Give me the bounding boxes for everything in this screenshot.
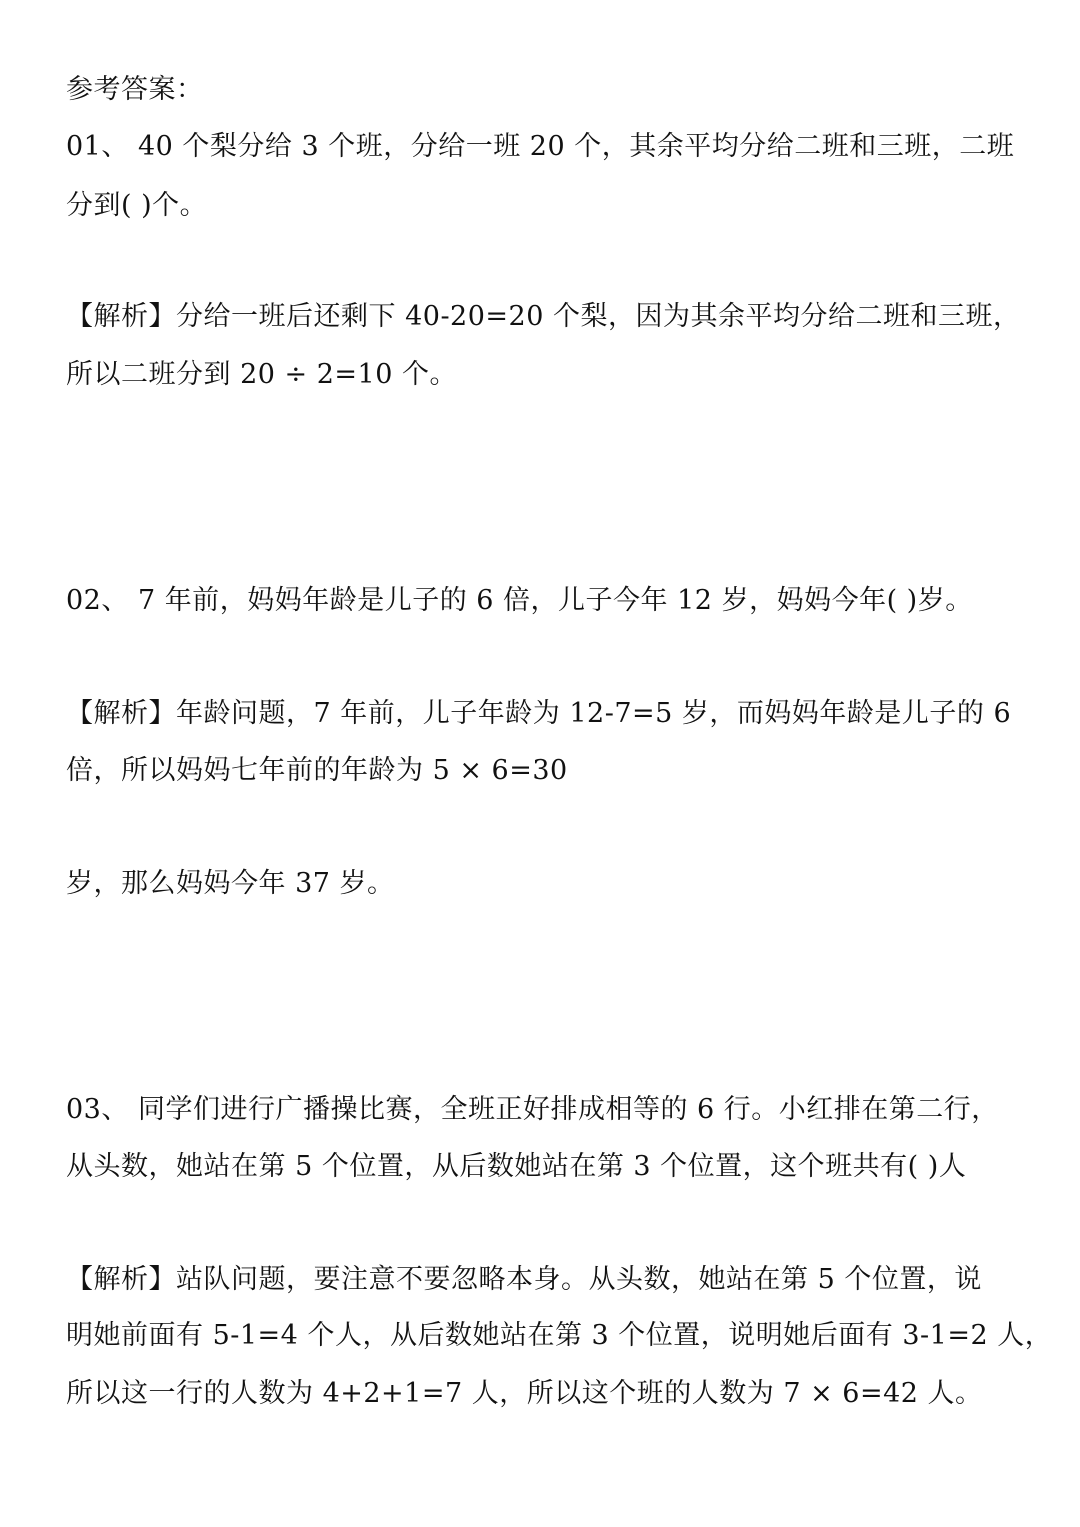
question-2-line-1: 02、 7 年前，妈妈年龄是儿子的 6 倍，儿子今年 12 岁，妈妈今年( )岁。 xyxy=(66,585,973,616)
question-3-line-2: 从头数，她站在第 5 个位置，从后数她站在第 3 个位置，这个班共有( )人 xyxy=(66,1151,967,1182)
answer-key-title: 参考答案： xyxy=(66,74,204,105)
question-1-analysis-line-2: 所以二班分到 20 ÷ 2=10 个。 xyxy=(66,359,457,390)
question-1-line-1: 01、 40 个梨分给 3 个班，分给一班 20 个，其余平均分给二班和三班，二班 xyxy=(66,131,1015,162)
question-1-line-2: 分到( )个。 xyxy=(66,190,208,221)
question-3-analysis-line-2: 明她前面有 5-1=4 个人，从后数她站在第 3 个位置，说明她后面有 3-1=2 人， xyxy=(66,1320,1053,1351)
question-2-analysis-line-1: 【解析】年龄问题，7 年前，儿子年龄为 12-7=5 岁，而妈妈年龄是儿子的 6 xyxy=(66,698,1012,729)
question-2-analysis-line-3: 岁，那么妈妈今年 37 岁。 xyxy=(66,868,395,899)
question-1-analysis-line-1: 【解析】分给一班后还剩下 40-20=20 个梨，因为其余平均分给二班和三班， xyxy=(66,301,1021,332)
question-3-line-1: 03、 同学们进行广播操比赛，全班正好排成相等的 6 行。小红排在第二行， xyxy=(66,1094,999,1125)
question-3-analysis-line-1: 【解析】站队问题，要注意不要忽略本身。从头数，她站在第 5 个位置，说 xyxy=(66,1264,982,1295)
question-2-analysis-line-2: 倍，所以妈妈七年前的年龄为 5 × 6=30 xyxy=(66,755,568,786)
question-3-analysis-line-3: 所以这一行的人数为 4+2+1=7 人，所以这个班的人数为 7 × 6=42 人。 xyxy=(66,1378,983,1409)
